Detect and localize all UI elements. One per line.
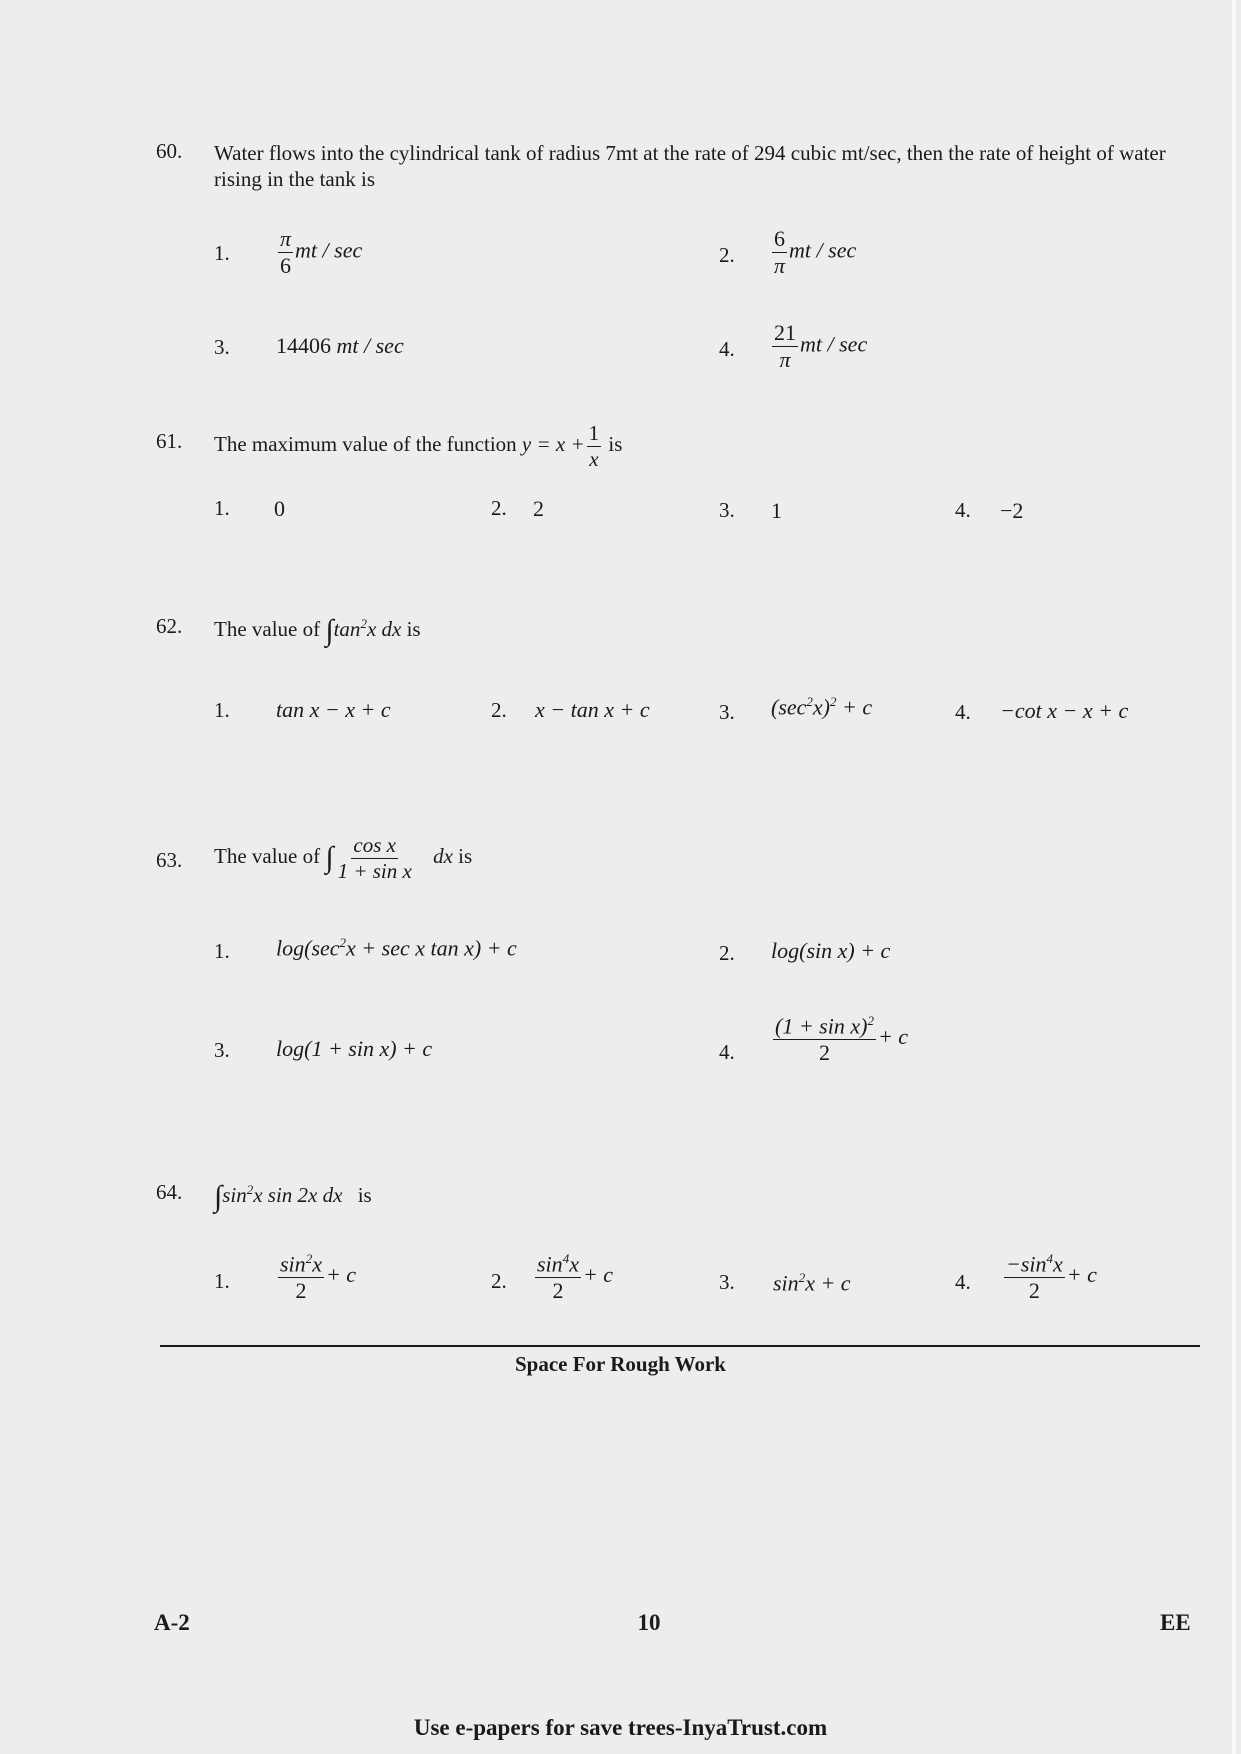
q61-option-4-value: −2 — [1000, 498, 1024, 523]
q62-option-3-label: 3. — [719, 700, 735, 724]
q60-option-2-label: 2. — [719, 243, 735, 267]
q64-option-1-value: $\frac{\sin^2x}{2}$ + c — [280, 1251, 357, 1304]
question-62-number: 62. — [156, 614, 183, 638]
q62-option-2-value: x − tan x + c — [535, 697, 650, 722]
q64-option-2-label: 2. — [491, 1269, 507, 1293]
q62-option-2-label: 2. — [491, 698, 507, 722]
q61-option-2-value: 2 — [533, 496, 544, 521]
q64-option-4-value: $\frac{-\sin^4x}{2}$ + c — [1006, 1251, 1097, 1304]
page-number: 10 — [637, 1610, 661, 1635]
q61-option-1-value: 0 — [274, 496, 285, 521]
q63-o4-fraction: $\frac{(1 + \sin x)^2}{2}$ — [775, 1013, 874, 1066]
question-64-text: $\int\sin^2x$ sin 2x dx is — [214, 1180, 372, 1214]
q61-option-1-label: 1. — [214, 496, 230, 520]
q62-integral-sign: ∫ — [325, 614, 334, 648]
q62-option-4-label: 4. — [955, 700, 971, 724]
q63-option-4-value: $\frac{(1 + \sin x)^2}{2}$ + c — [775, 1013, 909, 1066]
question-61-number: 61. — [156, 429, 183, 453]
q60-option-4-label: 4. — [719, 337, 735, 361]
q60-option-3-value: 14406 mt / sec — [276, 333, 404, 358]
q63-option-3-label: 3. — [214, 1038, 230, 1062]
q63-option-4-label: 4. — [719, 1040, 735, 1064]
q60-option-1-value: $\frac{\pi}{6}$ mt / sec — [280, 226, 363, 278]
q60-option-4-value: $\frac{21}{\pi}$ mt / sec — [774, 320, 868, 372]
q63-option-3-value: log(1 + sin x) + c — [276, 1036, 433, 1061]
q60-option-2-value: $\frac{6}{\pi}$ mt / sec — [774, 226, 857, 278]
q60-option-3-label: 3. — [214, 335, 230, 359]
q60-option-1-label: 1. — [214, 241, 230, 265]
q63-fraction: $\frac{\text{cos x}}{\text{1 + sin x}}$ — [337, 832, 412, 883]
q64-o1-fraction: $\frac{\sin^2x}{2}$ — [280, 1251, 322, 1304]
q64-option-1-label: 1. — [214, 1269, 230, 1293]
q60-o4-fraction: $\frac{21}{\pi}$ — [774, 320, 796, 372]
question-60-number: 60. — [156, 139, 183, 163]
rough-work-label: Space For Rough Work — [514, 1352, 726, 1376]
q62-option-1-label: 1. — [214, 698, 230, 722]
q63-option-1-label: 1. — [214, 939, 230, 963]
rough-work-divider — [160, 1345, 1200, 1347]
q61-option-2-label: 2. — [491, 496, 507, 520]
q60-o1-fraction: $\frac{\pi}{6}$ — [280, 226, 292, 278]
q63-integral-sign: ∫ — [325, 841, 334, 875]
q64-o2-fraction: $\frac{\sin^4x}{2}$ — [537, 1251, 579, 1304]
q64-option-3-label: 3. — [719, 1270, 735, 1294]
footer-left-code: A-2 — [154, 1610, 190, 1635]
q62-option-4-value: −cot x − x + c — [1000, 698, 1129, 723]
q60-o2-fraction: $\frac{6}{\pi}$ — [774, 226, 786, 278]
q61-option-4-label: 4. — [955, 498, 971, 522]
q61-option-3-value: 1 — [771, 498, 782, 523]
q62-option-3-value: $(\sec^2x)^2 + c$ — [771, 694, 873, 720]
q63-option-2-value: log(sin x) + c — [771, 938, 891, 963]
question-61-text: The maximum value of the function y = x + $\frac{1}{x}$ is — [214, 420, 623, 471]
question-63-text: The value of ∫ $\frac{\text{cos x}}{\text{1 + sin x}}$ dx is — [214, 832, 473, 883]
footer-right-code: EE — [1160, 1610, 1191, 1635]
q64-option-4-label: 4. — [955, 1270, 971, 1294]
q64-o4-fraction: $\frac{-\sin^4x}{2}$ — [1006, 1251, 1063, 1304]
q63-option-1-value: $\log(\sec^2x + \sec x$ tan x) + c — [276, 935, 517, 961]
q62-option-1-value: tan x − x + c — [276, 697, 391, 722]
footer-credit: Use e-papers for save trees-InyaTrust.com — [413, 1715, 828, 1740]
question-60-text: Water flows into the cylindrical tank of radius 7mt at the rate of 294 cubic mt/sec, then the rate of height of water rising in the tank is — [214, 141, 1166, 191]
q61-fraction: $\frac{1}{x}$ — [588, 420, 600, 471]
q63-option-2-label: 2. — [719, 941, 735, 965]
q64-integral-sign: ∫ — [214, 1180, 223, 1214]
q64-option-2-value: $\frac{\sin^4x}{2}$ + c — [537, 1251, 614, 1304]
question-62-text: The value of $\int\tan^2x$ dx is — [214, 614, 421, 648]
q64-option-3-value: $\sin^2x + c$ — [773, 1270, 851, 1296]
q61-option-3-label: 3. — [719, 498, 735, 522]
question-63-number: 63. — [156, 848, 183, 872]
question-64-number: 64. — [156, 1180, 183, 1204]
